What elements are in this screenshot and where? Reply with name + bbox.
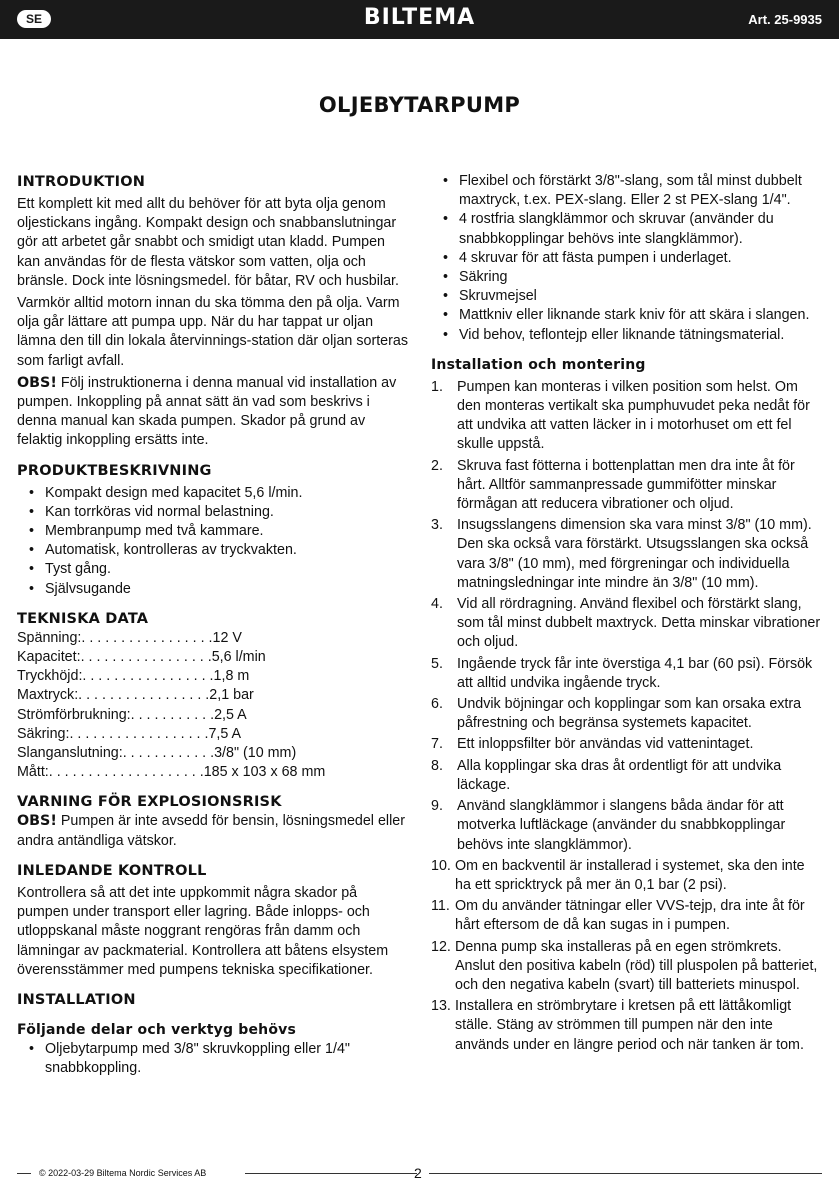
step-number: 12.: [431, 938, 451, 955]
step-number: 6.: [431, 696, 443, 713]
footer-copyright: © 2022-03-29 Biltema Nordic Services AB: [39, 1168, 207, 1178]
tech-data-label: Strömförbrukning:: [17, 706, 131, 723]
parts-list-item: • Vid behov, teflontejp eller liknande tätningsmaterial.: [431, 326, 824, 345]
product-feature-item: • Kan torrköras vid normal belastning.: [17, 503, 409, 522]
step-number: 10.: [431, 857, 451, 874]
tech-data-value: 185 x 103 x 68 mm: [203, 764, 326, 781]
installation-heading: INSTALLATION: [17, 991, 136, 1008]
tech-data-dots: . . . . . . . . . . . . . . . . .: [80, 649, 212, 666]
tech-data-row: [17, 744, 409, 763]
step-number: 11.: [431, 898, 450, 915]
initial-check-text: Kontrollera så att det inte uppkommit några skador på pumpen under transport eller lagring. Både inlopps- och utloppskanal måste noggrant rengöras från damm och lämningar av packmaterial. Kontrollera att båtens elsystem överensstämmer med pumpens tekniska specifikationer.: [17, 884, 389, 978]
page-title: OLJEBYTARPUMP: [318, 93, 521, 117]
tech-data-row: [17, 706, 409, 725]
page-footer: [17, 1166, 822, 1182]
step-number: 8.: [431, 757, 443, 774]
step-number: 13.: [431, 998, 451, 1015]
step-text: Denna pump ska installeras på en egen strömkrets. Anslut den positiva kabeln (röd) till pluspolen på batteriet, och den negativa kabeln (svart) till batteriets minuspol.: [455, 938, 818, 993]
mounting-step: [431, 695, 824, 733]
mounting-step: [431, 797, 824, 855]
page-number: 2: [414, 1165, 422, 1181]
tech-data-label: Tryckhöjd:: [17, 668, 83, 685]
parts-list-item: • 4 rostfria slangklämmor och skruvar (använder du snabbkopplingar behövs inte slangklämmor).: [431, 210, 824, 248]
tech-data-row: [17, 667, 409, 686]
tech-data-label: Spänning:: [17, 629, 82, 646]
tech-data-value: 1,8 m: [213, 668, 250, 685]
mounting-step: [431, 595, 824, 653]
obs-label: OBS!: [17, 374, 57, 391]
step-text: Ingående tryck får inte överstiga 4,1 bar (60 psi). Försök att alltid undvika ingående tryck.: [457, 655, 813, 691]
left-column: [17, 172, 409, 1078]
parts-list-item: • Säkring: [431, 268, 824, 287]
product-feature-item: • Självsugande: [17, 580, 409, 599]
tech-data-label: Kapacitet:: [17, 649, 81, 666]
mounting-step: [431, 378, 824, 455]
footer-rule-middle: [245, 1173, 417, 1174]
step-text: Skruva fast fötterna i bottenplattan men dra inte åt för hårt. Alltför sammanpressade gummifötter minskar förmågan att reducera vibrationer och oljud.: [457, 457, 795, 513]
mounting-step: [431, 857, 824, 895]
warning-text-block: [17, 812, 409, 850]
intro-paragraph-2: Varmkör alltid motorn innan du ska tömma den på olja. Varm olja går lättare att pumpa upp. När du har tappat ur oljan lämna den till din lokala återvinnings-station där oljan sorteras som farligt avfall.: [17, 295, 408, 369]
mounting-step: [431, 655, 824, 693]
mounting-step: [431, 997, 824, 1055]
parts-list-item: • Skruvmejsel: [431, 287, 824, 306]
tech-data-value: 2,5 A: [214, 706, 247, 723]
step-number: 9.: [431, 798, 443, 815]
tech-data-dots: . . . . . . . . . . . .: [122, 745, 215, 762]
tech-data-label: Maxtryck:: [17, 687, 79, 704]
footer-rule-left: [17, 1173, 31, 1174]
warning-text: Pumpen är inte avsedd för bensin, lösningsmedel eller andra antändliga vätskor.: [17, 813, 405, 849]
tech-heading: TEKNISKA DATA: [17, 610, 149, 627]
mounting-steps-list: [431, 378, 824, 1055]
step-text: Använd slangklämmor i slangens båda ändar för att motverka luftläckage (använder du snabbkopplingar behövs inte slangklämmor).: [457, 798, 786, 853]
step-text: Installera en strömbrytare i kretsen på ett lättåkomligt ställe. Stäng av strömmen till pumpen när den inte används under en längre period och när tanken är tom.: [455, 998, 804, 1053]
mounting-step: [431, 457, 824, 515]
tech-data-dots: . . . . . . . . . . .: [130, 706, 215, 723]
tech-data-value: 12 V: [212, 629, 242, 646]
tech-data-value: 2,1 bar: [209, 687, 254, 704]
tech-data-dots: . . . . . . . . . . . . . . . . .: [81, 629, 213, 646]
tech-data-label: Mått:: [17, 764, 49, 781]
tech-data-dots: . . . . . . . . . . . . . . . . . .: [69, 725, 209, 742]
product-feature-item: • Membranpump med två kammare.: [17, 522, 409, 541]
product-feature-item: • Kompakt design med kapacitet 5,6 l/min.: [17, 484, 409, 503]
parts-list-item: • Mattkniv eller liknande stark kniv för att skära i slangen.: [431, 306, 824, 325]
step-number: 2.: [431, 457, 443, 474]
product-feature-list: [17, 484, 409, 599]
tech-data-value: 3/8" (10 mm): [214, 745, 297, 762]
tech-data-row: [17, 629, 409, 648]
step-text: Insugsslangens dimension ska vara minst 3/8" (10 mm). Den ska också vara förstärkt. Utsugsslangen ska också vara 3/8" (10 mm), med förgreningar och individuella matningsledningar inte mindre än 3/8" (10 mm).: [457, 517, 812, 591]
tech-data-value: 7,5 A: [208, 725, 242, 742]
article-number: Art. 25-9935: [748, 12, 822, 27]
step-text: Om du använder tätningar eller VVS-tejp, dra inte åt för hårt eftersom de då kan sugas in i pumpen.: [455, 898, 805, 934]
parts-list-item: • Oljebytarpump med 3/8" skruvkoppling eller 1/4" snabbkoppling.: [17, 1040, 409, 1078]
tech-data-row: [17, 648, 409, 667]
mounting-step: [431, 897, 824, 935]
intro-paragraph-3: [17, 374, 409, 451]
footer-rule-right: [429, 1173, 822, 1174]
obs-label: OBS!: [17, 813, 57, 830]
step-text: Om en backventil är installerad i systemet, ska den inte ha ett spricktryck på mer än 0,1 bar (2 psi).: [455, 857, 805, 893]
parts-list-left: [17, 1040, 409, 1078]
mounting-step: [431, 757, 824, 795]
intro-heading: INTRODUKTION: [17, 174, 146, 190]
product-feature-item: • Tyst gång.: [17, 560, 409, 579]
mounting-step: [431, 938, 824, 996]
parts-heading: Följande delar och verktyg behövs: [17, 1021, 297, 1038]
step-text: Undvik böjningar och kopplingar som kan orsaka extra påfrestning och begränsa systemets kapacitet.: [457, 696, 802, 732]
product-feature-item: • Automatisk, kontrolleras av tryckvakten.: [17, 541, 409, 560]
step-number: 5.: [431, 655, 443, 672]
tech-data-label: Säkring:: [17, 725, 70, 742]
tech-data-dots: . . . . . . . . . . . . . . . . . . . .: [48, 764, 204, 781]
step-number: 1.: [431, 378, 443, 395]
step-number: 7.: [431, 736, 443, 753]
step-text: Pumpen kan monteras i vilken position som helst. Om den monteras vertikalt ska pumphuvudet peka nedåt för att undvika att vatten läcker in i motorhuset om ett fel skulle uppstå.: [457, 378, 810, 453]
intro-obs-text: Följ instruktionerna i denna manual vid installation av pumpen. Inkoppling på annat sätt än vad som beskrivs i denna manual kan skada pumpen. Skador på grund av felaktig inkoppling ersätts inte.: [17, 374, 397, 449]
brand-logo: BILTEMA: [363, 5, 476, 30]
tech-data-row: [17, 725, 409, 744]
step-number: 3.: [431, 517, 443, 534]
parts-list-item: • 4 skruvar för att fästa pumpen i underlaget.: [431, 249, 824, 268]
step-text: Vid all rördragning. Använd flexibel och förstärkt slang, som tål minst dubbelt maxtryck. Detta minskar vibrationer och oljud.: [457, 596, 821, 651]
step-text: Ett inloppsfilter bör användas vid vattenintaget.: [457, 736, 754, 753]
tech-data-row: [17, 763, 409, 782]
parts-list-right: [431, 172, 824, 345]
warning-heading: VARNING FÖR EXPLOSIONSRISK: [17, 794, 282, 811]
parts-list-item: • Flexibel och förstärkt 3/8"-slang, som tål minst dubbelt maxtryck, t.ex. PEX-slang. Eller 2 st PEX-slang 1/4".: [431, 172, 824, 210]
tech-data-row: [17, 686, 409, 705]
tech-data-table: [17, 629, 409, 783]
mounting-step: [431, 516, 824, 593]
mounting-heading: Installation och montering: [431, 356, 646, 373]
tech-data-dots: . . . . . . . . . . . . . . . . .: [78, 687, 210, 704]
mounting-step: [431, 735, 824, 754]
step-text: Alla kopplingar ska dras åt ordentligt för att undvika läckage.: [457, 757, 782, 793]
top-header-bar: [0, 0, 839, 39]
tech-data-value: 5,6 l/min: [211, 649, 266, 666]
step-number: 4.: [431, 596, 443, 613]
right-column: [431, 172, 824, 1057]
initial-check-heading: INLEDANDE KONTROLL: [17, 862, 207, 879]
language-badge: SE: [17, 10, 51, 28]
product-heading: PRODUKTBESKRIVNING: [17, 462, 212, 479]
tech-data-label: Slanganslutning:: [17, 745, 123, 762]
tech-data-dots: . . . . . . . . . . . . . . . . .: [82, 668, 214, 685]
intro-paragraph-1: Ett komplett kit med allt du behöver för att byta olja genom oljestickans ingång. Kompakt design och snabbanslutningar gör att arbetet går snabbt och smidigt utan kladd. Pumpen kan användas för de flesta vätskor som vatten, olja och bränsle. Dock inte lösningsmedel. för båtar, RV och husbilar.: [17, 196, 399, 289]
